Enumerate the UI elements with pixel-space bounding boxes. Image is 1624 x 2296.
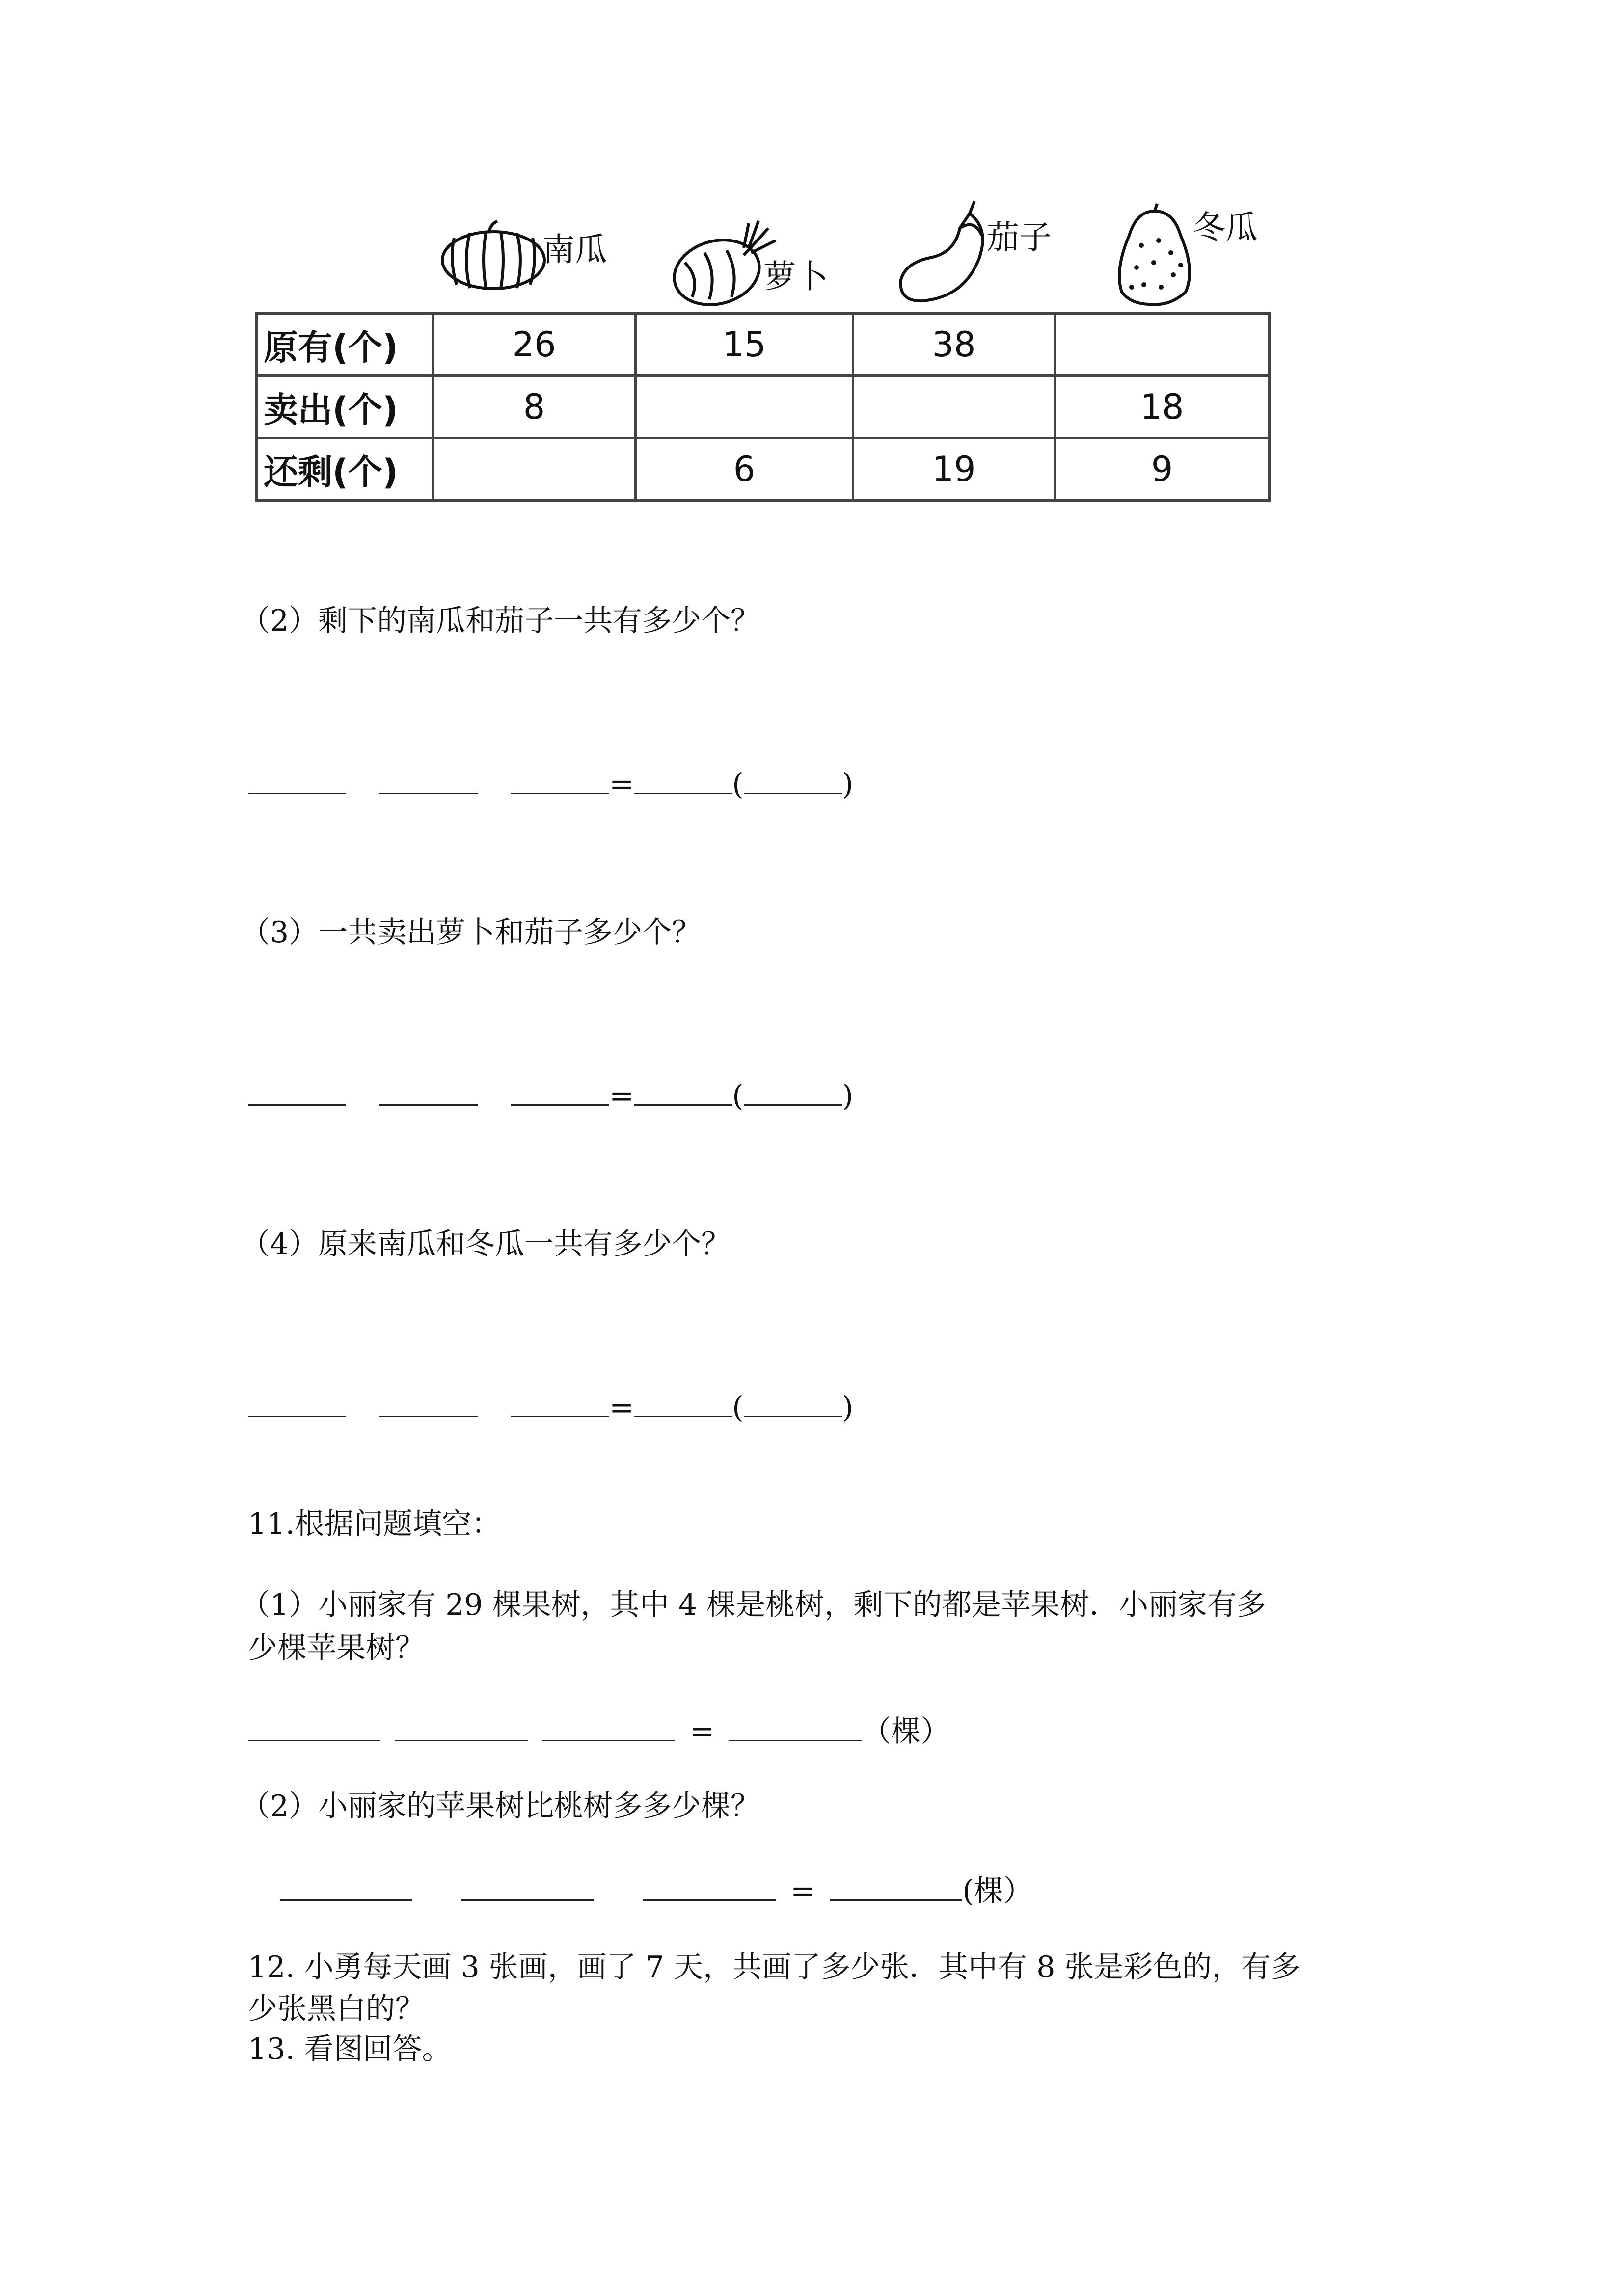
question-11-part1-line1: （1）小丽家有 29 棵果树，其中 4 棵是桃树，剩下的都是苹果树．小丽家有多 [241,1588,1266,1622]
answer-line-q3[interactable]: = ( ) [248,1075,853,1116]
row-label-remaining: 还剩(个) [257,438,433,501]
row-label-original: 原有(个) [257,314,433,376]
table-cell [636,376,853,438]
vegetable-label-eggplant: 茄子 [987,218,1052,256]
table-cell: 18 [1055,376,1270,438]
table-cell: 8 [433,376,636,438]
question-2: （2）剩下的南瓜和茄子一共有多少个？ [241,604,760,638]
row-label-sold: 卖出(个) [257,376,433,438]
question-11-part2: （2）小丽家的苹果树比桃树多多少棵？ [241,1789,760,1823]
table-row [257,438,1270,501]
equals-sign: = [609,767,634,801]
table-cell: 15 [636,314,853,376]
answer-line-q11-part2[interactable]: = (棵） [280,1870,1033,1911]
pumpkin-icon [439,218,547,292]
table-row [257,376,1270,438]
table-cell: 9 [1055,438,1270,501]
table-cell: 19 [853,438,1055,501]
vegetable-sales-table [255,312,1271,502]
vegetable-label-winter-melon: 冬瓜 [1193,209,1258,246]
table-cell: 6 [636,438,853,501]
answer-line-q11-part1[interactable]: = （棵） [248,1710,950,1751]
table-cell [433,438,636,501]
table-cell [853,376,1055,438]
question-11-part1-line2: 少棵苹果树？ [248,1631,425,1665]
question-12-line1: 12. 小勇每天画 3 张画，画了 7 天，共画了多少张．其中有 8 张是彩色的，有多 [248,1950,1300,1984]
vegetable-label-pumpkin: 南瓜 [542,231,607,268]
question-13-title: 13. 看图回答。 [248,2032,452,2066]
question-3: （3）一共卖出萝卜和茄子多少个？ [241,915,702,950]
vegetable-label-radish: 萝卜 [763,258,828,295]
table-cell [1055,314,1270,376]
table-cell: 26 [433,314,636,376]
question-12-line2: 少张黑白的？ [248,1992,425,2026]
answer-line-q2[interactable]: = ( ) [248,763,853,804]
question-4: （4）原来南瓜和冬瓜一共有多少个？ [241,1227,731,1261]
question-11-title: 11.根据问题填空： [248,1507,501,1541]
table-row [257,314,1270,376]
eggplant-icon [896,199,989,304]
table-cell: 38 [853,314,1055,376]
winter-melon-icon [1112,201,1198,307]
answer-line-q4[interactable]: = ( ) [248,1387,853,1427]
